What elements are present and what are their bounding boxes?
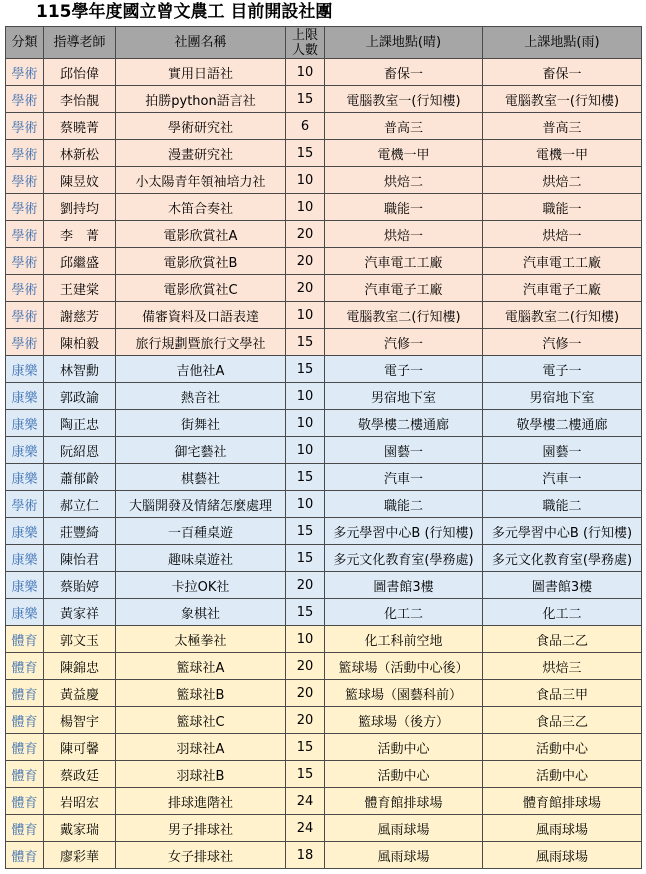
club-name-cell: 電影欣賞社A	[116, 221, 286, 248]
location-sunny-cell: 體育館排球場	[325, 788, 483, 815]
location-sunny-cell: 汽車一	[325, 464, 483, 491]
category-cell: 康樂	[6, 572, 44, 599]
club-name-cell: 木笛合奏社	[116, 194, 286, 221]
club-name-cell: 街舞社	[116, 410, 286, 437]
table-row	[6, 329, 642, 356]
category-cell: 學術	[6, 275, 44, 302]
location-sunny-cell: 多元文化教育室(學務處)	[325, 545, 483, 572]
location-sunny-cell: 電機一甲	[325, 140, 483, 167]
club-name-cell: 籃球社B	[116, 680, 286, 707]
location-sunny-cell: 化工二	[325, 599, 483, 626]
location-rain-cell: 男宿地下室	[483, 383, 642, 410]
location-rain-cell: 多元學習中心B (行知樓)	[483, 518, 642, 545]
club-name-cell: 備審資料及口語表達	[116, 302, 286, 329]
location-sunny-cell: 電腦教室二(行知樓)	[325, 302, 483, 329]
location-rain-cell: 食品二乙	[483, 626, 642, 653]
limit-cell: 20	[286, 572, 325, 599]
location-sunny-cell: 電子一	[325, 356, 483, 383]
location-rain-cell: 食品三乙	[483, 707, 642, 734]
table-row	[6, 302, 642, 329]
category-cell: 學術	[6, 140, 44, 167]
location-rain-cell: 化工二	[483, 599, 642, 626]
category-cell: 體育	[6, 734, 44, 761]
teacher-cell: 謝慈芳	[44, 302, 116, 329]
table-row	[6, 653, 642, 680]
category-cell: 學術	[6, 86, 44, 113]
teacher-cell: 蔡曉菁	[44, 113, 116, 140]
location-rain-cell: 風雨球場	[483, 842, 642, 869]
teacher-cell: 廖彩華	[44, 842, 116, 869]
location-sunny-cell: 籃球場（活動中心後）	[325, 653, 483, 680]
header-limit-line2: 人數	[291, 42, 318, 58]
category-cell: 體育	[6, 653, 44, 680]
location-sunny-cell: 烘焙一	[325, 221, 483, 248]
club-name-cell: 籃球社A	[116, 653, 286, 680]
teacher-cell: 郝立仁	[44, 491, 116, 518]
club-name-cell: 拍勝python語言社	[116, 86, 286, 113]
club-name-cell: 學術研究社	[116, 113, 286, 140]
category-cell: 康樂	[6, 383, 44, 410]
category-cell: 體育	[6, 788, 44, 815]
table-row	[6, 842, 642, 869]
limit-cell: 20	[286, 707, 325, 734]
header-category: 分類	[6, 27, 44, 59]
category-cell: 康樂	[6, 518, 44, 545]
limit-cell: 15	[286, 518, 325, 545]
table-row	[6, 626, 642, 653]
location-sunny-cell: 烘焙二	[325, 167, 483, 194]
location-sunny-cell: 活動中心	[325, 734, 483, 761]
category-cell: 體育	[6, 842, 44, 869]
club-name-cell: 象棋社	[116, 599, 286, 626]
limit-cell: 10	[286, 437, 325, 464]
page-title: 115學年度國立曾文農工 目前開設社團	[36, 2, 333, 22]
teacher-cell: 邱怡偉	[44, 59, 116, 86]
limit-cell: 24	[286, 788, 325, 815]
limit-cell: 20	[286, 221, 325, 248]
location-rain-cell: 職能二	[483, 491, 642, 518]
category-cell: 體育	[6, 815, 44, 842]
location-rain-cell: 電機一甲	[483, 140, 642, 167]
category-cell: 體育	[6, 680, 44, 707]
limit-cell: 15	[286, 734, 325, 761]
location-rain-cell: 汽車一	[483, 464, 642, 491]
category-cell: 康樂	[6, 437, 44, 464]
club-name-cell: 棋藝社	[116, 464, 286, 491]
limit-cell: 15	[286, 329, 325, 356]
location-sunny-cell: 汽車電子工廠	[325, 275, 483, 302]
location-sunny-cell: 敬學樓二樓通廊	[325, 410, 483, 437]
category-cell: 學術	[6, 329, 44, 356]
location-rain-cell: 烘焙二	[483, 167, 642, 194]
club-name-cell: 卡拉OK社	[116, 572, 286, 599]
location-sunny-cell: 汽修一	[325, 329, 483, 356]
table-row	[6, 491, 642, 518]
teacher-cell: 郭政諭	[44, 383, 116, 410]
category-cell: 體育	[6, 761, 44, 788]
teacher-cell: 戴家瑞	[44, 815, 116, 842]
location-rain-cell: 食品三甲	[483, 680, 642, 707]
limit-cell: 10	[286, 194, 325, 221]
teacher-cell: 李 菁	[44, 221, 116, 248]
category-cell: 學術	[6, 59, 44, 86]
location-sunny-cell: 圖書館3樓	[325, 572, 483, 599]
location-sunny-cell: 多元學習中心B (行知樓)	[325, 518, 483, 545]
limit-cell: 10	[286, 491, 325, 518]
category-cell: 學術	[6, 248, 44, 275]
limit-cell: 10	[286, 302, 325, 329]
limit-cell: 20	[286, 248, 325, 275]
location-rain-cell: 汽車電工工廠	[483, 248, 642, 275]
location-sunny-cell: 風雨球場	[325, 842, 483, 869]
location-sunny-cell: 園藝一	[325, 437, 483, 464]
table-row	[6, 59, 642, 86]
category-cell: 康樂	[6, 410, 44, 437]
table-row	[6, 680, 642, 707]
limit-cell: 10	[286, 410, 325, 437]
table-row	[6, 248, 642, 275]
location-sunny-cell: 汽車電工工廠	[325, 248, 483, 275]
teacher-cell: 林智勳	[44, 356, 116, 383]
location-rain-cell: 體育館排球場	[483, 788, 642, 815]
location-sunny-cell: 籃球場（後方）	[325, 707, 483, 734]
club-name-cell: 漫畫研究社	[116, 140, 286, 167]
location-rain-cell: 活動中心	[483, 761, 642, 788]
category-cell: 學術	[6, 113, 44, 140]
table-row	[6, 167, 642, 194]
location-rain-cell: 職能一	[483, 194, 642, 221]
table-row	[6, 518, 642, 545]
header-location-sunny: 上課地點(晴)	[325, 27, 483, 59]
club-table	[5, 26, 642, 869]
header-limit	[286, 27, 325, 59]
location-sunny-cell: 風雨球場	[325, 815, 483, 842]
teacher-cell: 李怡靚	[44, 86, 116, 113]
limit-cell: 15	[286, 545, 325, 572]
location-rain-cell: 電子一	[483, 356, 642, 383]
limit-cell: 20	[286, 275, 325, 302]
club-name-cell: 熱音社	[116, 383, 286, 410]
table-row	[6, 707, 642, 734]
limit-cell: 18	[286, 842, 325, 869]
table-row	[6, 599, 642, 626]
teacher-cell: 陳柏毅	[44, 329, 116, 356]
club-name-cell: 一百種桌遊	[116, 518, 286, 545]
teacher-cell: 陶正忠	[44, 410, 116, 437]
location-rain-cell: 風雨球場	[483, 815, 642, 842]
teacher-cell: 黃益慶	[44, 680, 116, 707]
limit-cell: 20	[286, 653, 325, 680]
limit-cell: 10	[286, 626, 325, 653]
teacher-cell: 黃家祥	[44, 599, 116, 626]
club-name-cell: 羽球社B	[116, 761, 286, 788]
teacher-cell: 王建棠	[44, 275, 116, 302]
table-row	[6, 86, 642, 113]
table-header-row	[6, 27, 642, 59]
teacher-cell: 劉持均	[44, 194, 116, 221]
category-cell: 體育	[6, 707, 44, 734]
category-cell: 學術	[6, 221, 44, 248]
teacher-cell: 蕭郁齡	[44, 464, 116, 491]
location-rain-cell: 普高三	[483, 113, 642, 140]
club-name-cell: 電影欣賞社B	[116, 248, 286, 275]
club-name-cell: 電影欣賞社C	[116, 275, 286, 302]
location-rain-cell: 汽車電子工廠	[483, 275, 642, 302]
table-row	[6, 464, 642, 491]
limit-cell: 10	[286, 383, 325, 410]
limit-cell: 10	[286, 167, 325, 194]
teacher-cell: 蔡貽婷	[44, 572, 116, 599]
location-sunny-cell: 男宿地下室	[325, 383, 483, 410]
category-cell: 康樂	[6, 356, 44, 383]
location-sunny-cell: 電腦教室一(行知樓)	[325, 86, 483, 113]
limit-cell: 20	[286, 680, 325, 707]
category-cell: 體育	[6, 626, 44, 653]
location-rain-cell: 電腦教室二(行知樓)	[483, 302, 642, 329]
club-name-cell: 排球進階社	[116, 788, 286, 815]
location-sunny-cell: 普高三	[325, 113, 483, 140]
club-name-cell: 女子排球社	[116, 842, 286, 869]
table-row	[6, 788, 642, 815]
header-limit-line1: 上限	[291, 27, 318, 43]
teacher-cell: 郭文玉	[44, 626, 116, 653]
location-rain-cell: 電腦教室一(行知樓)	[483, 86, 642, 113]
location-rain-cell: 園藝一	[483, 437, 642, 464]
location-rain-cell: 活動中心	[483, 734, 642, 761]
teacher-cell: 邱繼盛	[44, 248, 116, 275]
table-row	[6, 140, 642, 167]
table-row	[6, 437, 642, 464]
club-name-cell: 吉他社A	[116, 356, 286, 383]
category-cell: 學術	[6, 194, 44, 221]
teacher-cell: 陳錦忠	[44, 653, 116, 680]
limit-cell: 24	[286, 815, 325, 842]
table-row	[6, 356, 642, 383]
table-row	[6, 194, 642, 221]
club-name-cell: 御宅藝社	[116, 437, 286, 464]
table-row	[6, 815, 642, 842]
limit-cell: 15	[286, 761, 325, 788]
table-row	[6, 275, 642, 302]
header-club-name: 社團名稱	[116, 27, 286, 59]
category-cell: 學術	[6, 302, 44, 329]
location-sunny-cell: 籃球場（園藝科前）	[325, 680, 483, 707]
location-sunny-cell: 職能二	[325, 491, 483, 518]
teacher-cell: 林新松	[44, 140, 116, 167]
limit-cell: 15	[286, 356, 325, 383]
header-teacher: 指導老師	[44, 27, 116, 59]
category-cell: 學術	[6, 167, 44, 194]
limit-cell: 10	[286, 59, 325, 86]
location-rain-cell: 敬學樓二樓通廊	[483, 410, 642, 437]
location-sunny-cell: 畜保一	[325, 59, 483, 86]
teacher-cell: 莊豐綺	[44, 518, 116, 545]
location-sunny-cell: 活動中心	[325, 761, 483, 788]
club-name-cell: 男子排球社	[116, 815, 286, 842]
table-row	[6, 734, 642, 761]
location-rain-cell: 多元文化教育室(學務處)	[483, 545, 642, 572]
teacher-cell: 陳怡君	[44, 545, 116, 572]
category-cell: 康樂	[6, 545, 44, 572]
teacher-cell: 岩昭宏	[44, 788, 116, 815]
teacher-cell: 楊智宇	[44, 707, 116, 734]
club-name-cell: 籃球社C	[116, 707, 286, 734]
location-sunny-cell: 職能一	[325, 194, 483, 221]
location-rain-cell: 畜保一	[483, 59, 642, 86]
limit-cell: 15	[286, 86, 325, 113]
limit-cell: 15	[286, 599, 325, 626]
table-row	[6, 410, 642, 437]
table-row	[6, 383, 642, 410]
header-location-rain: 上課地點(雨)	[483, 27, 642, 59]
table-row	[6, 761, 642, 788]
limit-cell: 15	[286, 140, 325, 167]
location-rain-cell: 圖書館3樓	[483, 572, 642, 599]
category-cell: 康樂	[6, 599, 44, 626]
limit-cell: 15	[286, 464, 325, 491]
club-table-body	[6, 59, 642, 869]
location-rain-cell: 汽修一	[483, 329, 642, 356]
club-name-cell: 羽球社A	[116, 734, 286, 761]
location-rain-cell: 烘焙三	[483, 653, 642, 680]
club-name-cell: 趣味桌遊社	[116, 545, 286, 572]
table-row	[6, 113, 642, 140]
category-cell: 康樂	[6, 464, 44, 491]
location-sunny-cell: 化工科前空地	[325, 626, 483, 653]
teacher-cell: 阮紹恩	[44, 437, 116, 464]
club-name-cell: 大腦開發及情緒怎麼處理	[116, 491, 286, 518]
limit-cell: 6	[286, 113, 325, 140]
category-cell: 學術	[6, 491, 44, 518]
teacher-cell: 陳可馨	[44, 734, 116, 761]
club-name-cell: 旅行規劃暨旅行文學社	[116, 329, 286, 356]
club-name-cell: 實用日語社	[116, 59, 286, 86]
teacher-cell: 蔡政廷	[44, 761, 116, 788]
table-row	[6, 545, 642, 572]
club-name-cell: 太極拳社	[116, 626, 286, 653]
location-rain-cell: 烘焙一	[483, 221, 642, 248]
table-row	[6, 221, 642, 248]
club-name-cell: 小太陽青年領袖培力社	[116, 167, 286, 194]
table-row	[6, 572, 642, 599]
teacher-cell: 陳昱妏	[44, 167, 116, 194]
